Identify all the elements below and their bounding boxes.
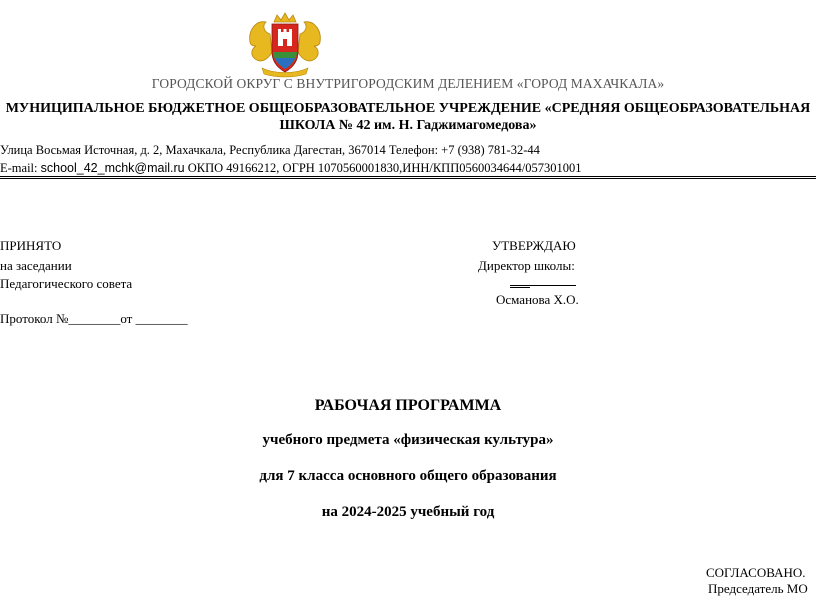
email-label: E-mail:	[0, 161, 41, 175]
signature-mark	[510, 287, 530, 288]
agreed-label: СОГЛАСОВАНО.	[706, 565, 806, 580]
city-coat-of-arms-icon	[246, 12, 324, 78]
director-name: Османова Х.О.	[496, 292, 579, 307]
school-name: МУНИЦИПАЛЬНОЕ БЮДЖЕТНОЕ ОБЩЕОБРАЗОВАТЕЛЬНОЕ УЧРЕЖДЕНИЕ «СРЕДНЯЯ ОБЩЕОБРАЗОВАТЕЛЬНАЯ ШКОЛА № 42 им. Н. Гаджимагомедова»	[5, 101, 811, 133]
registry-info: ОКПО 49166212, ОГРН 1070560001830,ИНН/КПП0560034644/057301001	[184, 161, 582, 175]
header-divider	[0, 176, 816, 177]
chair-label: Председатель МО	[708, 581, 808, 596]
accepted-label: ПРИНЯТО	[0, 238, 62, 253]
protocol-line: Протокол №________от ________	[0, 311, 188, 326]
program-subject: учебного предмета «физическая культура»	[262, 432, 554, 448]
signature-line	[510, 285, 576, 286]
school-contacts	[0, 161, 581, 176]
director-label: Директор школы:	[478, 258, 575, 273]
meeting-label: на заседании	[0, 258, 72, 273]
school-address: Улица Восьмая Источная, д. 2, Махачкала, Республика Дагестан, 367014 Телефон: +7 (938) 781-32-44	[0, 143, 540, 157]
program-grade: для 7 класса основного общего образования	[259, 468, 557, 484]
council-label: Педагогического совета	[0, 276, 133, 291]
email-link[interactable]: school_42_mchk@mail.ru	[40, 161, 185, 175]
district-header: ГОРОДСКОЙ ОКРУГ С ВНУТРИГОРОДСКИМ ДЕЛЕНИЕМ «ГОРОД МАХАЧКАЛА»	[151, 76, 665, 91]
header-divider-secondary	[0, 178, 816, 179]
approve-label: УТВЕРЖДАЮ	[492, 238, 576, 253]
program-title: РАБОЧАЯ ПРОГРАММА	[314, 397, 502, 414]
program-year: на 2024-2025 учебный год	[321, 504, 495, 520]
